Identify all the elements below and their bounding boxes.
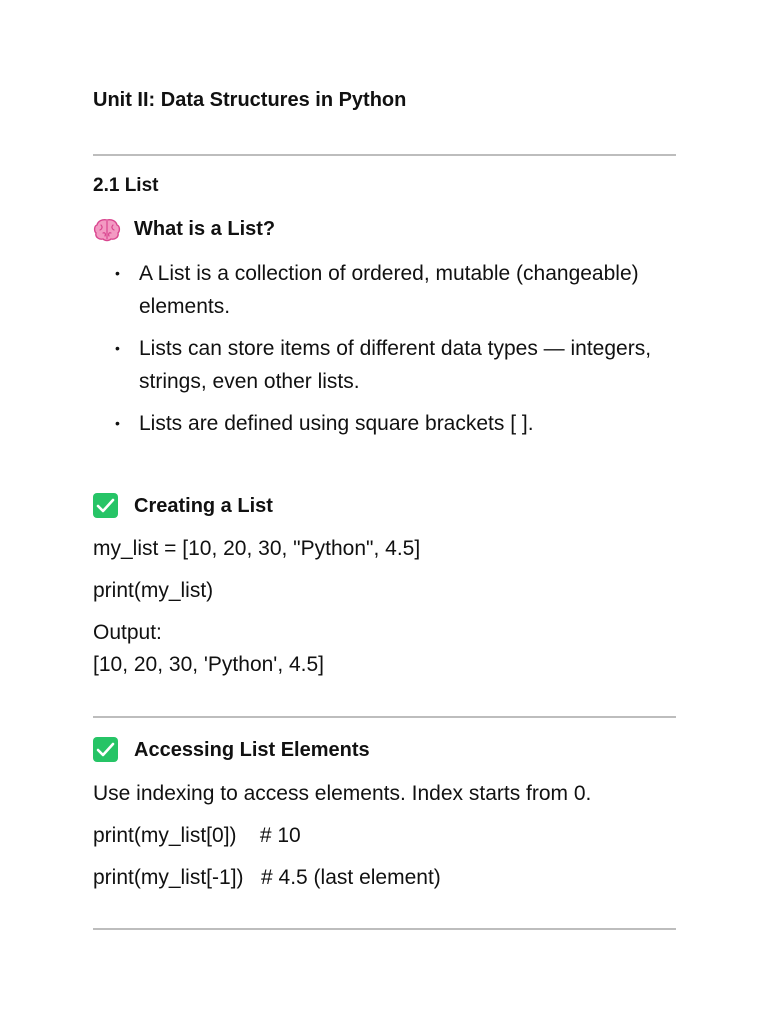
list-item [115,257,655,323]
accessing-heading: Accessing List Elements [134,739,370,761]
accessing-description: Use indexing to access elements. Index starts from 0. [93,782,592,805]
list-item [115,407,655,440]
output-label: Output: [93,621,162,644]
code-line: my_list = [10, 20, 30, "Python", 4.5] [93,537,421,560]
what-is-bullet-list [115,257,655,449]
section-title: 2.1 List [93,175,159,196]
bullet-text: Lists can store items of different data types — integers, strings, even other lists. [139,337,652,393]
divider [93,154,676,156]
check-mark-icon [93,493,120,520]
unit-title: Unit II: Data Structures in Python [93,89,407,111]
bullet-text: Lists are defined using square brackets [ ]. [139,412,534,435]
bullet-dot: • [115,340,120,356]
code-line: print(my_list[0]) # 10 [93,824,301,847]
divider [93,716,676,718]
what-is-heading: What is a List? [134,218,276,240]
bullet-dot: • [115,415,120,431]
code-line: print(my_list) [93,579,214,602]
list-item [115,332,655,398]
creating-heading: Creating a List [134,495,273,517]
bullet-dot: • [115,265,120,281]
check-mark-icon [93,737,120,764]
creating-heading-row [93,493,273,520]
accessing-heading-row [93,737,370,764]
what-is-heading-row [93,216,275,243]
output-value: [10, 20, 30, 'Python', 4.5] [93,653,325,676]
bullet-text: A List is a collection of ordered, mutable (changeable) elements. [139,262,639,318]
code-line: print(my_list[-1]) # 4.5 (last element) [93,866,441,889]
brain-icon [93,216,120,243]
divider [93,928,676,930]
